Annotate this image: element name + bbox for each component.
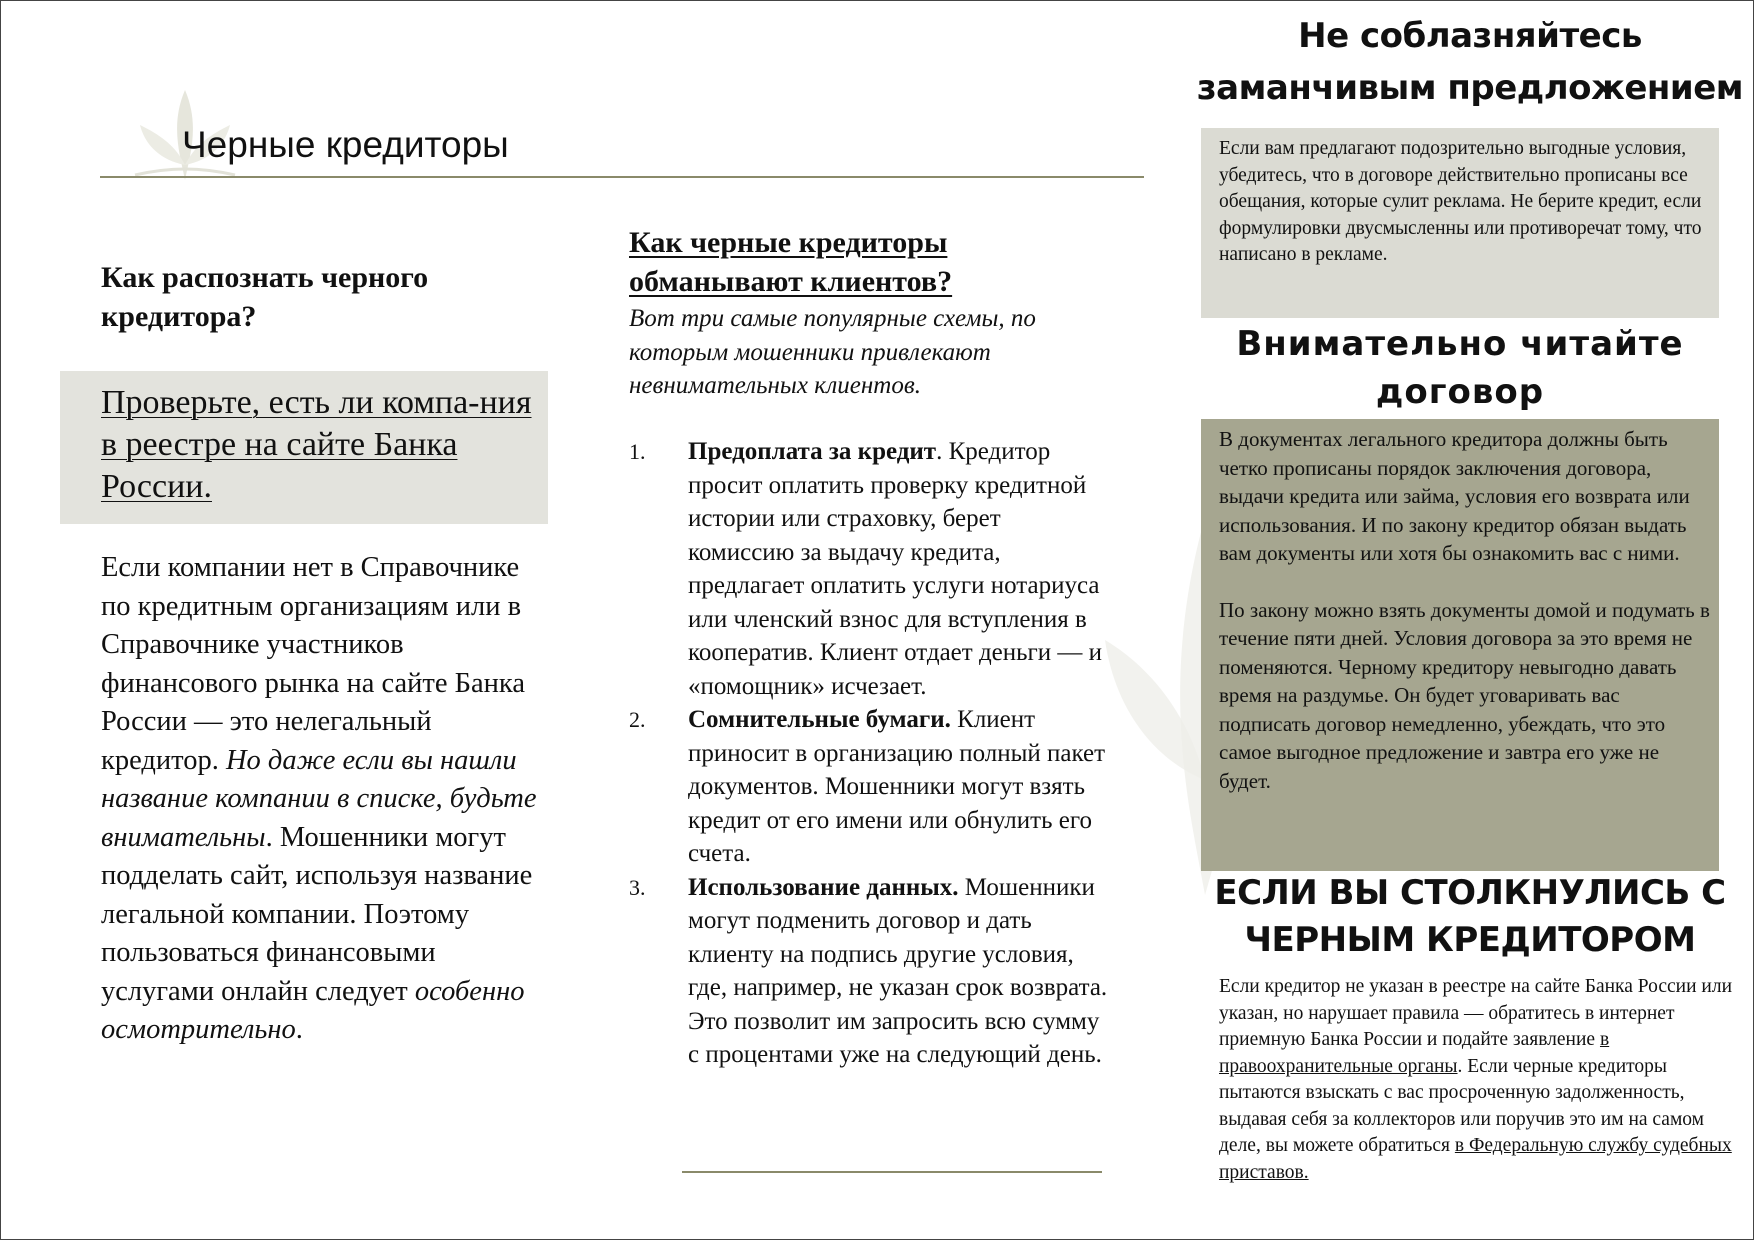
list-number: 3. <box>629 874 646 900</box>
list-item-sep: . <box>936 438 949 465</box>
page-title: Черные кредиторы <box>182 124 509 165</box>
list-item-title: Предоплата за кредит <box>688 438 937 465</box>
list-item <box>629 703 1109 871</box>
list-item-title: Использование данных. <box>688 873 959 901</box>
body-text: Если кредитор не указан в реестре на сайте Банка России или указан, но нарушает правила — обратитесь в интернет приемную Банка России и подайте заявление <box>1219 976 1733 1050</box>
offer-box: Если вам предлагают подозрительно выгодные условия, убедитесь, что в договоре действительно прописаны все обещания, которые сулит реклама. Не берите кредит, если формулировки двусмысленны или противоречат тому, что написано в рекламе. <box>1201 128 1719 318</box>
list-number: 2. <box>629 707 646 732</box>
contract-box <box>1201 419 1719 871</box>
list-item-text: Клиент приносит в организацию полный пакет документов. Мошенники могут взять кредит от его имени или обнулить его счета. <box>688 706 1106 867</box>
body-text: . <box>295 1014 303 1045</box>
title-divider <box>100 176 1144 178</box>
list-item-text: Мошенники могут подменить договор и дать клиенту на подпись другие условия, где, например, не указан срок возврата. Это позволит им запросить всю сумму с процентами уже на следующий день. <box>688 873 1108 1068</box>
list-number: 1. <box>629 439 646 464</box>
bailiffs-service-link[interactable]: в Федеральную службу судебных приставов. <box>1219 1135 1732 1183</box>
callout-text: Проверьте, есть ли компа-ния в реестре на сайте Банка России. <box>101 384 532 505</box>
law-enforcement-link[interactable]: в правоохранительные органы <box>1219 1029 1610 1077</box>
list-divider <box>682 1171 1102 1173</box>
contract-paragraph: По закону можно взять документы домой и подумать в течение пяти дней. Условия договора за это время не поменяются. Черному кредитору невыгодно давать время на раздумье. Он будет уговаривать вас подписать договор немедленно, убеждать, что это самое выгодное предложение и завтра его уже не будет. <box>1219 597 1710 793</box>
recognize-body <box>101 549 541 1050</box>
body-text: . Мошенники могут подделать сайт, используя название легальной компании. Поэтому пользоваться финансовыми услугами онлайн следует <box>101 821 533 1007</box>
schemes-list <box>629 435 1109 1072</box>
body-italic-text: Но даже если вы нашли название компании в списке, будьте внимательны <box>101 744 537 853</box>
black-creditor-heading: ЕСЛИ ВЫ СТОЛКНУЛИСЬ С ЧЕРНЫМ КРЕДИТОРОМ <box>1214 873 1726 960</box>
body-italic-text: особенно осмотрительно <box>101 975 525 1045</box>
recognize-heading: Как распознать черного кредитора? <box>101 261 429 333</box>
schemes-intro: Вот три самые популярные схемы, по которым мошенники привлекают невнимательных клиентов. <box>629 305 1036 399</box>
list-item <box>629 435 1109 703</box>
list-item <box>629 871 1109 1072</box>
offer-heading: Не соблазняйтесь заманчивым предложением <box>1196 16 1744 108</box>
contract-paragraph: В документах легального кредитора должны быть четко прописаны порядок заключения договора, выдачи кредита или займа, условия его возврата или использования. И по закону кредитор обязан выдать вам документы или хотя бы ознакомить вас с ними. <box>1219 427 1690 565</box>
contract-heading: Внимательно читайте договор <box>1236 324 1684 412</box>
list-item-text: Кредитор просит оплатить проверку кредитной истории или страховку, берет комиссию за выдачу кредита, предлагает оплатить услуги нотариуса или членский взнос для вступления в кооператив. Клиент отдает деньги — и «помощник» исчезает. <box>688 438 1103 700</box>
black-creditor-body <box>1219 974 1739 1186</box>
body-text: Если компании нет в Справочнике по кредитным организациям или в Справочнике участников финансового рынка на сайте Банка России — это нелегальный кредитор. <box>101 552 525 776</box>
list-item-title: Сомнительные бумаги. <box>688 706 951 733</box>
body-text: . Если черные кредиторы пытаются взыскать с вас просроченную задолженность, выдавая себя за коллекторов или поручив это им на самом деле, вы можете обратиться <box>1219 1055 1705 1156</box>
schemes-heading: Как черные кредиторы обманывают клиентов? <box>629 226 953 298</box>
check-registry-callout <box>60 371 548 524</box>
